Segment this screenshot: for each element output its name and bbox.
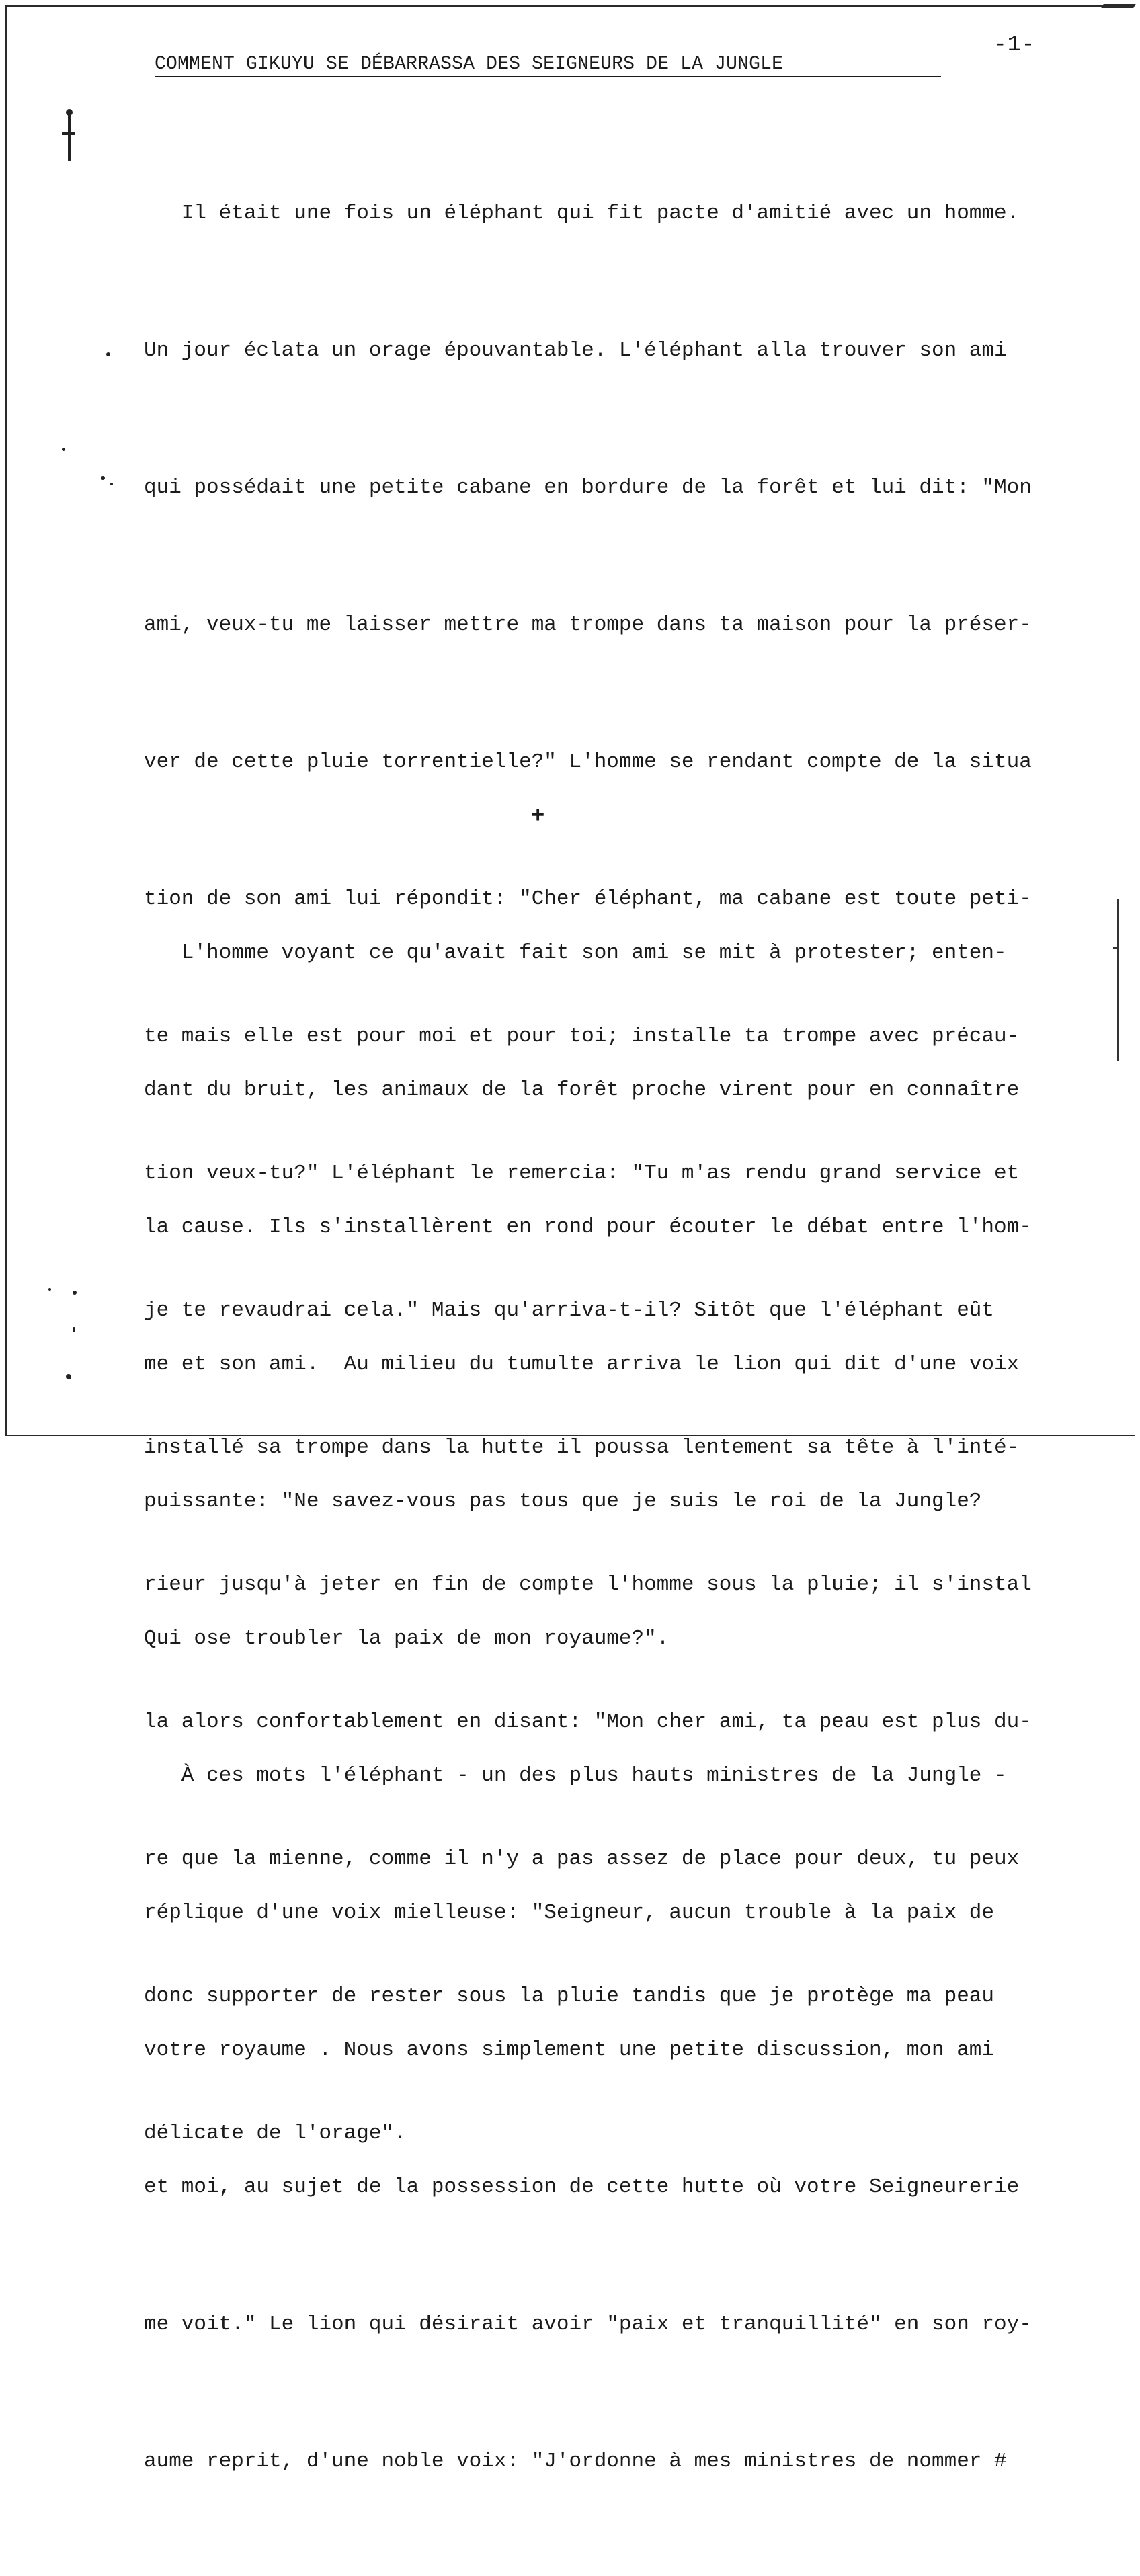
text-line: donc supporter de rester sous la pluie tandis que je protège ma peau — [144, 1984, 995, 2008]
margin-ink-mark — [48, 1288, 51, 1291]
paragraph-2 — [144, 839, 1032, 2576]
page-number: -1- — [993, 32, 1036, 57]
page-border-top — [5, 5, 1108, 7]
text-line: À ces mots l'éléphant - un des plus hauts ministres de la Jungle - — [144, 1764, 1007, 1787]
text-line: L'homme voyant ce qu'avait fait son ami se mit à protester; enten- — [144, 941, 1007, 965]
text-line: et moi, au sujet de la possession de cette hutte où votre Seigneurerie — [144, 2175, 1020, 2199]
page-border-left — [5, 5, 7, 1436]
text-line: re que la mienne, comme il n'y a pas assez de place pour deux, tu peux — [144, 1847, 1020, 1871]
text-line: puissante: "Ne savez-vous pas tous que je suis le roi de la Jungle? — [144, 1490, 982, 1513]
text-line: qui possédait une petite cabane en bordure de la forêt et lui dit: "Mon — [144, 476, 1032, 499]
text-line: ami, veux-tu me laisser mettre ma trompe dans ta maison pour la préser- — [144, 613, 1032, 637]
text-line: Qui ose troubler la paix de mon royaume?". — [144, 1627, 669, 1650]
text-line: Il était une fois un éléphant qui fit pacte d'amitié avec un homme. — [144, 202, 1020, 225]
text-line: me voit." Le lion qui désirait avoir "paix et tranquillité" en son roy- — [144, 2312, 1032, 2336]
margin-ink-mark — [110, 483, 113, 485]
right-margin-bracket — [1113, 947, 1119, 949]
section-separator: + — [531, 804, 545, 830]
margin-ink-mark — [106, 352, 110, 356]
right-margin-bracket — [1117, 899, 1119, 1061]
margin-ink-mark — [62, 132, 75, 135]
text-line: tion veux-tu?" L'éléphant le remercia: "Tu m'as rendu grand service et — [144, 1162, 1020, 1185]
margin-ink-mark — [62, 448, 65, 451]
text-line: rieur jusqu'à jeter en fin de compte l'homme sous la pluie; il s'instal — [144, 1573, 1032, 1597]
text-line: votre royaume . Nous avons simplement une petite discussion, mon ami — [144, 2038, 995, 2062]
text-line: délicate de l'orage". — [144, 2122, 407, 2145]
margin-ink-mark — [73, 1327, 75, 1332]
corner-mark — [1101, 4, 1135, 8]
text-line: dant du bruit, les animaux de la forêt proche virent pour en connaître — [144, 1078, 1020, 1102]
margin-ink-mark — [66, 1374, 71, 1379]
text-line: installé sa trompe dans la hutte il poussa lentement sa tête à l'inté- — [144, 1436, 1020, 1459]
text-line: ver de cette pluie torrentielle?" L'homme se rendant compte de la situa — [144, 750, 1032, 774]
margin-ink-mark — [68, 113, 71, 161]
text-line: la alors confortablement en disant: "Mon cher ami, ta peau est plus du- — [144, 1710, 1032, 1734]
text-line: te mais elle est pour moi et pour toi; installe ta trompe avec précau- — [144, 1024, 1020, 1048]
text-line: réplique d'une voix mielleuse: "Seigneur, aucun trouble à la paix de — [144, 1901, 995, 1925]
text-line: je te revaudrai cela." Mais qu'arriva-t-il? Sitôt que l'éléphant eût — [144, 1299, 995, 1322]
text-line: aume reprit, d'une noble voix: "J'ordonne à mes ministres de nommer # — [144, 2450, 1007, 2473]
text-line: la cause. Ils s'installèrent en rond pour écouter le débat entre l'hom- — [144, 1215, 1032, 1239]
document-title: COMMENT GIKUYU SE DÉBARRASSA DES SEIGNEURS DE LA JUNGLE — [155, 54, 941, 77]
text-line: tion de son ami lui répondit: "Cher éléphant, ma cabane est toute peti- — [144, 887, 1032, 911]
text-line: Un jour éclata un orage épouvantable. L'éléphant alla trouver son ami — [144, 339, 1007, 362]
margin-ink-mark — [101, 476, 105, 480]
margin-ink-mark — [73, 1291, 77, 1295]
text-line: me et son ami. Au milieu du tumulte arriva le lion qui dit d'une voix — [144, 1353, 1020, 1376]
